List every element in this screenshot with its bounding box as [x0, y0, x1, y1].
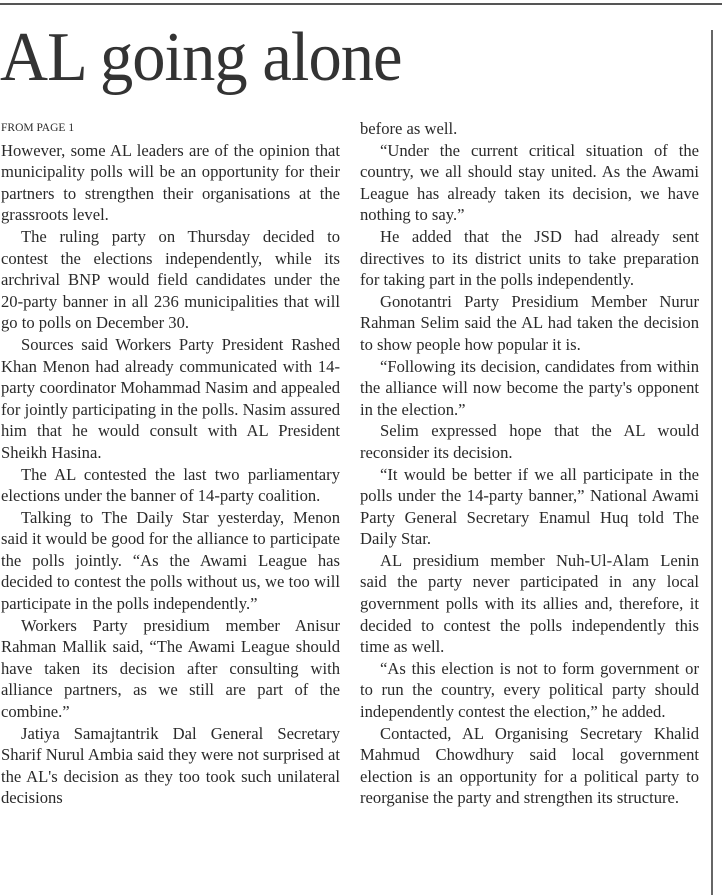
- paragraph: “As this election is not to form government or to run the country, every political party should independently contest the election,” he added.: [360, 658, 699, 722]
- column-divider: [711, 30, 713, 895]
- paragraph: Jatiya Samajtantrik Dal General Secretary Sharif Nurul Ambia said they were not surprised at the AL's decision as they too took such unilateral decisions: [1, 723, 340, 808]
- continued-from-label: FROM PAGE 1: [1, 122, 75, 134]
- paragraph: Selim expressed hope that the AL would reconsider its decision.: [360, 421, 699, 462]
- paragraph: Workers Party presidium member Anisur Rahman Mallik said, “The Awami League should have taken its decision after consulting with alliance partners, as we still are part of the combine.”: [1, 615, 340, 722]
- paragraph: He added that the JSD had already sent directives to its district units to take preparation for taking part in the polls independently.: [360, 226, 699, 290]
- article-right-column: [360, 118, 699, 809]
- paragraph: “Following its decision, candidates from within the alliance will now become the party's opponent in the election.”: [360, 356, 699, 419]
- paragraph: Contacted, AL Organising Secretary Khalid Mahmud Chowdhury said local government election is an opportunity for a political party to reorganise the party and strengthen its structure.: [360, 723, 699, 808]
- paragraph: AL presidium member Nuh-Ul-Alam Lenin said the party never participated in any local government polls with its allies and, therefore, it decided to contest the polls independently this time as well.: [360, 550, 699, 657]
- article-left-column: [1, 118, 340, 809]
- paragraph: However, some AL leaders are of the opinion that municipality polls will be an opportunity for their partners to strengthen their organisations at the grassroots level.: [1, 140, 340, 225]
- top-rule: [0, 3, 722, 5]
- paragraph: The ruling party on Thursday decided to contest the elections independently, while its archrival BNP would field candidates under the 20-party banner in all 236 municipalities that will go to polls on December 30.: [1, 226, 340, 333]
- paragraph: before as well.: [360, 119, 458, 138]
- paragraph: Talking to The Daily Star yesterday, Menon said it would be good for the alliance to participate the polls jointly. “As the Awami League has decided to contest the polls without us, we too will participate in the polls independently.”: [1, 507, 340, 614]
- paragraph: Sources said Workers Party President Rashed Khan Menon had already communicated with 14-party coordinator Mohammad Nasim and appealed for jointly participating in the polls. Nasim assured him that he would consult with AL President Sheikh Hasina.: [1, 334, 340, 462]
- headline: AL going alone: [0, 19, 402, 96]
- paragraph: Gonotantri Party Presidium Member Nurur Rahman Selim said the AL had taken the decision to show people how popular it is.: [360, 291, 699, 354]
- paragraph: “It would be better if we all participate in the polls under the 14-party banner,” National Awami Party General Secretary Enamul Huq told The Daily Star.: [360, 464, 699, 549]
- paragraph: “Under the current critical situation of the country, we all should stay united. As the Awami League has already taken its decision, we have nothing to say.”: [360, 140, 699, 225]
- paragraph: The AL contested the last two parliamentary elections under the banner of 14-party coalition.: [1, 464, 340, 506]
